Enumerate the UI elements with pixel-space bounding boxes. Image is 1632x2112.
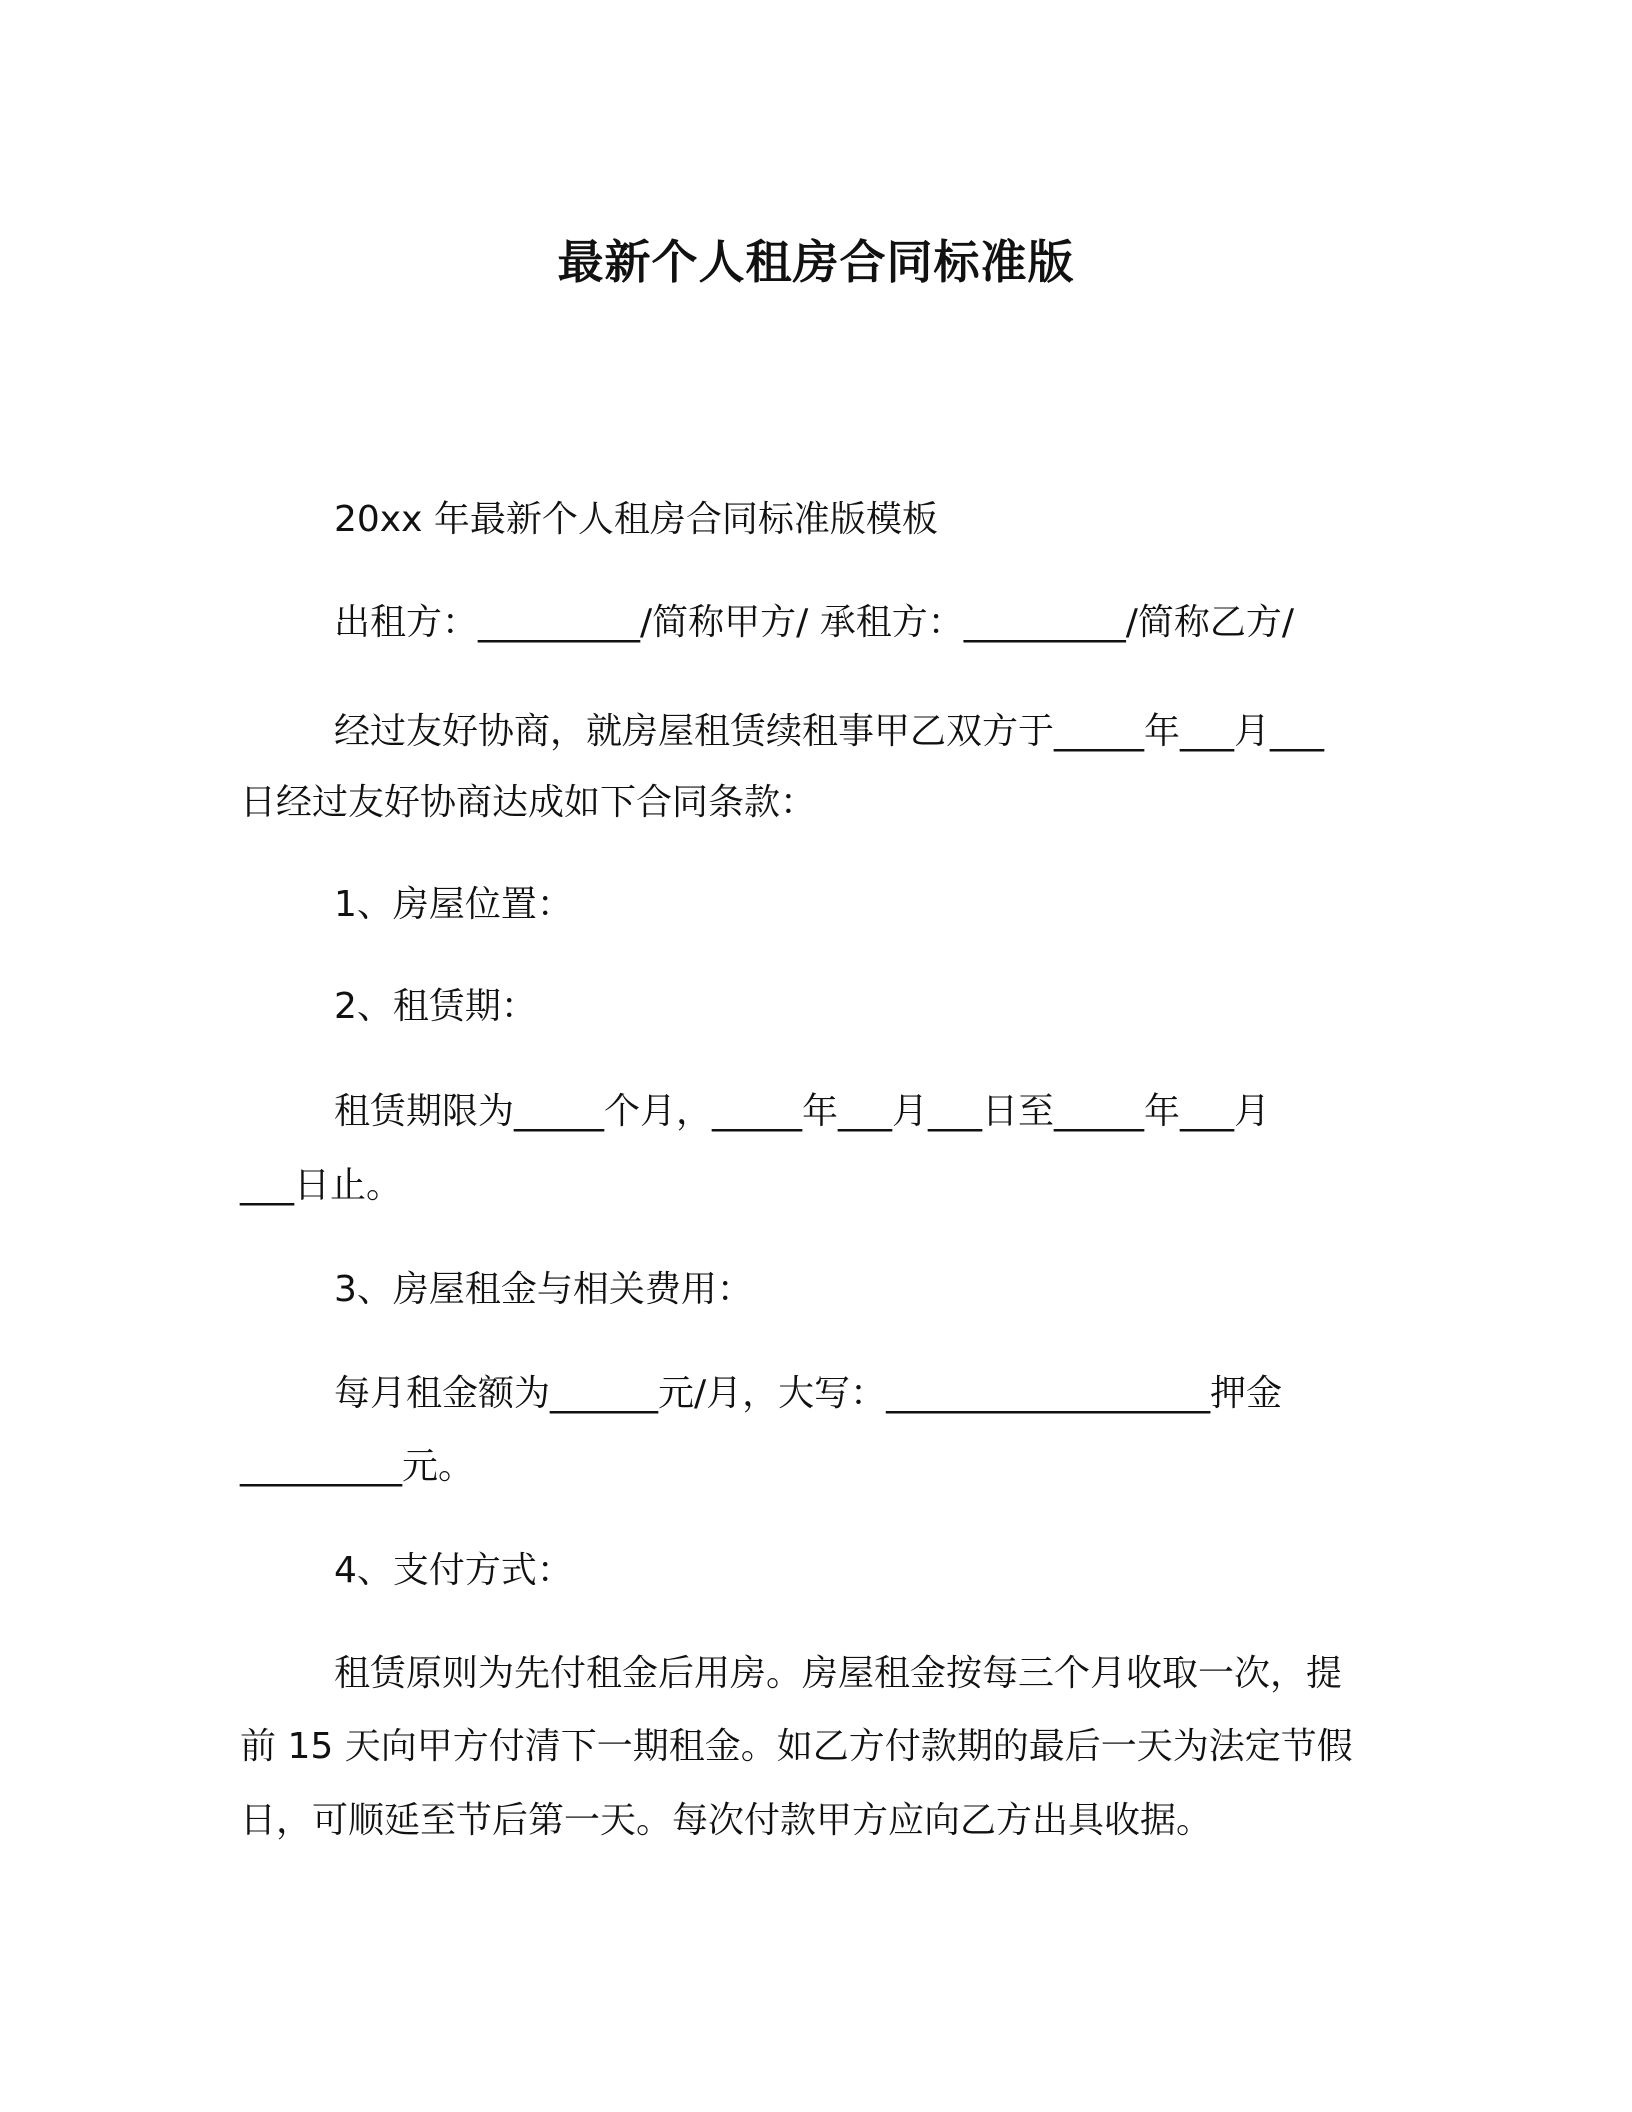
document-title: 最新个人租房合同标准版: [557, 235, 1075, 289]
clause-3-heading: 3、房屋租金与相关费用：: [334, 1269, 753, 1310]
rent-line-1: 每月租金额为______元/月，大写：__________________押金: [334, 1373, 1283, 1414]
payment-line-2: 前 15 天向甲方付清下一期租金。如乙方付款期的最后一天为法定节假: [240, 1726, 1353, 1767]
preamble-line-1: 经过友好协商，就房屋租赁续租事甲乙双方于_____年___月___: [334, 711, 1325, 752]
template-heading: 20xx 年最新个人租房合同标准版模板: [334, 499, 938, 540]
clause-2-heading: 2、租赁期：: [334, 986, 537, 1027]
lease-term-line-2: ___日止。: [240, 1165, 403, 1206]
lease-term-line-1: 租赁期限为_____个月，_____年___月___日至_____年___月: [334, 1091, 1271, 1132]
payment-line-1: 租赁原则为先付租金后用房。房屋租金按每三个月收取一次，提: [334, 1653, 1343, 1694]
parties-line: 出租方：_________/简称甲方/ 承租方：_________/简称乙方/: [334, 602, 1294, 643]
rent-line-2: _________元。: [240, 1446, 475, 1487]
clause-1-heading: 1、房屋位置：: [334, 884, 573, 925]
preamble-line-2: 日经过友好协商达成如下合同条款：: [240, 782, 817, 823]
clause-4-heading: 4、支付方式：: [334, 1550, 573, 1591]
payment-line-3: 日，可顺延至节后第一天。每次付款甲方应向乙方出具收据。: [240, 1800, 1213, 1841]
